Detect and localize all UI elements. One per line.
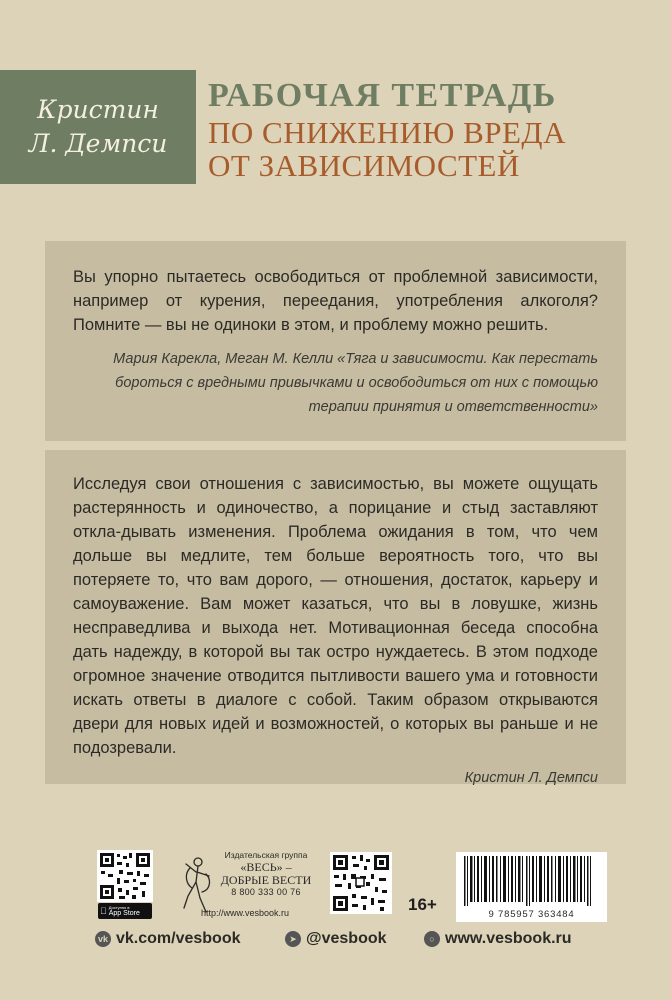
publisher-logo-icon — [180, 854, 214, 916]
website-link[interactable] — [424, 930, 572, 948]
telegram-link-text: @vesbook — [306, 930, 387, 947]
quote-source-line-1: Мария Карекла, Меган М. Келли «Тяга и зависимости. Как перестать — [113, 351, 598, 367]
qr-code-icon — [330, 852, 392, 914]
title-line-3: ОТ ЗАВИСИМОСТЕЙ — [208, 148, 520, 183]
barcode-icon — [456, 852, 607, 908]
publisher-block — [180, 850, 310, 920]
publisher-name-1: «ВЕСЬ» – — [240, 860, 292, 874]
telegram-icon: ➤ — [285, 931, 301, 947]
publisher-group: Издательская группа — [224, 850, 308, 860]
quote-panel — [45, 241, 626, 441]
quote-text: Вы упорно пытаетесь освободиться от проблемной зависимости, например от курения, переедания, употребления алкоголя? Помните — вы не одиноки в этом, и проблему можно решить. — [73, 268, 598, 334]
quote-source-line-2: бороться с вредными привычками и освободиться от них с помощью — [115, 375, 598, 391]
apple-icon — [100, 907, 107, 915]
quote-source — [73, 347, 598, 419]
description-signature: Кристин Л. Демпси — [464, 770, 598, 786]
quote-source-line-3: терапии принятия и ответственности» — [308, 399, 598, 415]
description-panel — [45, 450, 626, 784]
qr-code-app[interactable] — [97, 850, 153, 902]
author-first-name: Кристин — [37, 95, 159, 124]
author-last-name: Л. Демпси — [28, 129, 168, 158]
book-title — [208, 76, 566, 182]
isbn-number: 9 785957 363484 — [488, 909, 575, 920]
publisher-text — [216, 850, 316, 898]
description-text: Исследуя свои отношения с зависимостью, вы можете ощущать растерянность и одиночество, а порицание и стыд заставляют откла-дывать изменения. Проблема ожидания в том, что чем дольше вы медлите, тем больше вероятность того, что вы потеряете то, что вам дорого, — отношения, достаток, карьеру и самоуважение. Вам может казаться, что вы в ловушке, жизнь несправедлива и выхода нет. Мотивационная беседа способна дать надежду, в которой вы так остро нуждаетесь. В этом подходе огромное значение отводится пытливости вашего ума и готовности искать ответы в диалоге с собой. Таким образом открываются двери для новых идей и возможностей, о которых вы раньше и не подозревали. — [73, 475, 598, 757]
app-store-small: Доступно в — [102, 904, 123, 910]
app-store-text — [102, 904, 140, 918]
title-line-1: РАБОЧАЯ ТЕТРАДЬ — [208, 77, 557, 114]
telegram-link[interactable] — [285, 930, 387, 948]
vk-link[interactable] — [95, 930, 241, 948]
website-link-text: www.vesbook.ru — [445, 930, 572, 947]
footer-links — [0, 930, 671, 956]
title-line-2: ПО СНИЖЕНИЮ ВРЕДА — [208, 115, 566, 150]
vk-icon: vk — [95, 931, 111, 947]
app-store-label: App Store — [102, 909, 134, 917]
publisher-phone: 8 800 333 00 76 — [231, 887, 301, 897]
qr-code-icon — [97, 850, 153, 902]
vk-link-text: vk.com/vesbook — [116, 930, 241, 947]
app-store-badge[interactable] — [98, 903, 152, 919]
publisher-url[interactable]: http://www.vesbook.ru — [200, 908, 290, 918]
age-rating: 16+ — [408, 895, 437, 914]
isbn-barcode — [456, 852, 607, 922]
globe-icon: ○ — [424, 931, 440, 947]
author-box — [0, 70, 196, 184]
qr-code-site[interactable] — [330, 852, 392, 914]
publisher-name-2: ДОБРЫЕ ВЕСТИ — [220, 873, 312, 887]
